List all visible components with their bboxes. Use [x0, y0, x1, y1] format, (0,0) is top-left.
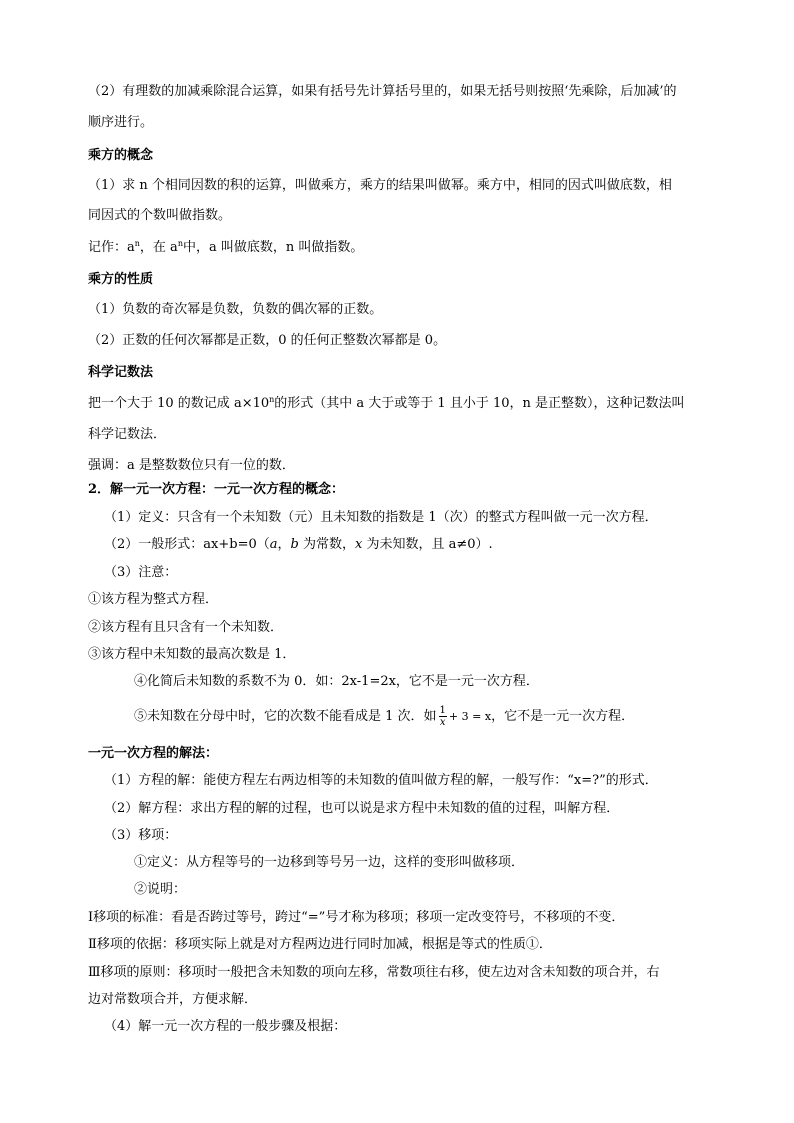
eq-text: 为未知数，且 a≠0）. — [362, 537, 493, 552]
paragraph-line: （1）求 n 个相同因数的积的运算，叫做乘方，乘方的结果叫做幂。乘方中，相同的因式叫做底数，相 — [88, 178, 672, 193]
list-item: Ⅱ移项的依据：移项实际上就是对方程两边进行同时加减，根据是等式的性质①． — [88, 937, 552, 952]
eq-text: （2）一般形式：ax+b=0（ — [104, 537, 270, 552]
list-item: ④化简后未知数的系数不为 0．如：2x-1=2x，它不是一元一次方程． — [134, 674, 539, 689]
notation-text: 记作：a — [88, 240, 135, 255]
paragraph-line — [104, 537, 493, 553]
list-item: Ⅲ移项的原则：移项时一般把含未知数的项向左移，常数项往右移，使左边对含未知数的项合并，右 — [88, 965, 660, 980]
list-item: ③该方程中未知数的最高次数是 1． — [88, 647, 296, 662]
eq-text: + 3 = x — [448, 710, 492, 723]
fraction-one-over-x — [439, 705, 447, 728]
fraction-numerator: 1 — [439, 705, 446, 716]
eq-text: 为常数， — [298, 537, 355, 552]
paragraph-line: 科学记数法． — [88, 427, 167, 442]
list-item: 边对常数项合并，方便求解． — [88, 992, 258, 1007]
paragraph-line: 同因式的个数叫做指数。 — [88, 208, 232, 223]
list-item: ②该方程有且只含有一个未知数． — [88, 620, 284, 635]
paragraph-line: （1）定义：只含有一个未知数（元）且未知数的指数是 1（次）的整式方程叫做一元一次方程． — [104, 510, 658, 525]
list-item: ①定义：从方程等号的一边移到等号另一边，这样的变形叫做移项． — [134, 855, 525, 870]
var-x: x — [354, 537, 363, 552]
paragraph-line: （2）正数的任何次幂都是正数，0 的任何正整数次幂都是 0。 — [88, 333, 447, 348]
section-heading: 科学记数法 — [88, 365, 154, 380]
list-item: Ⅰ移项的标准：看是否跨过等号，跨过“=”号才称为移项；移项一定改变符号，不移项的不变． — [88, 910, 625, 925]
section-heading: 2．解一元一次方程：一元一次方程的概念： — [88, 482, 345, 497]
paragraph-line — [88, 396, 685, 413]
notation-text: ，在 a — [139, 240, 178, 255]
paragraph-line: （3）注意： — [104, 565, 178, 580]
paragraph-line: 顺序进行。 — [88, 115, 154, 130]
paragraph-line: （1）负数的奇次幂是负数，负数的偶次幂的正数。 — [88, 302, 383, 317]
superscript-n: n — [177, 239, 183, 248]
list-item: ①该方程为整式方程． — [88, 592, 219, 607]
paragraph-line: （4）解一元一次方程的一般步骤及根据： — [104, 1019, 347, 1034]
list-item: ②说明： — [134, 882, 187, 897]
paragraph-line: （2）解方程：求出方程的解的过程，也可以说是求方程中未知数的值的过程，叫解方程． — [104, 801, 620, 816]
section-heading: 一元一次方程的解法： — [88, 746, 219, 761]
eq-text: ⑤未知数在分母中时，它的次数不能看成是 1 次．如 — [134, 709, 437, 724]
paragraph-line: 强调：a 是整数数位只有一位的数． — [88, 458, 295, 473]
fraction-denominator: x — [439, 717, 446, 728]
var-b: b — [290, 537, 299, 552]
paragraph-line: （3）移项： — [104, 828, 178, 843]
paragraph-line: （1）方程的解：能使方程左右两边相等的未知数的值叫做方程的解，一般写作：“x=?”的形式． — [104, 773, 658, 788]
eq-text: ，它不是一元一次方程． — [491, 709, 635, 724]
notation-text: 中，a 叫做底数，n 叫做指数。 — [182, 240, 364, 255]
list-item — [134, 702, 634, 732]
superscript-n: n — [269, 395, 275, 404]
paragraph-line: （2）有理数的加减乘除混合运算，如果有括号先计算括号里的，如果无括号则按照‘先乘除，后加减’的 — [88, 84, 677, 99]
eq-text: ， — [277, 537, 291, 552]
superscript-n: n — [134, 239, 140, 248]
section-heading: 乘方的概念 — [88, 148, 154, 163]
sci-text: 的形式（其中 a 大于或等于 1 且小于 10，n 是正整数），这种记数法叫 — [274, 396, 685, 411]
notation-line — [88, 240, 363, 257]
sci-text: 把一个大于 10 的数记成 a×10 — [88, 396, 270, 411]
var-a: a — [269, 537, 278, 552]
section-heading: 乘方的性质 — [88, 272, 154, 287]
